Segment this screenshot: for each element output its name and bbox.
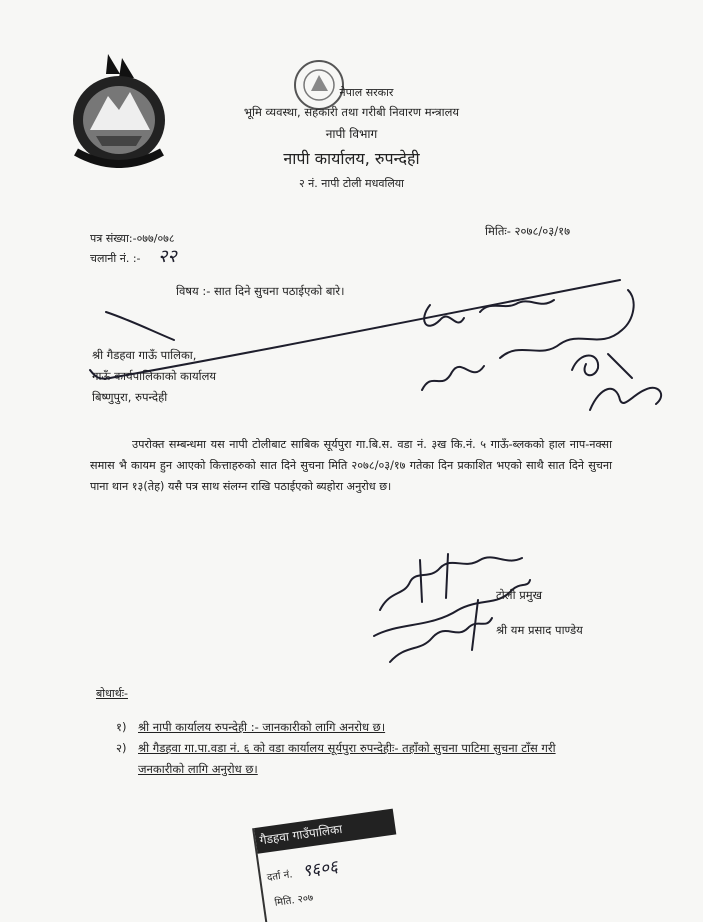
- signature-scribble: [360, 540, 560, 680]
- dispatch-label: चलानी नं. :-: [90, 252, 141, 265]
- cc-item-number: १): [116, 720, 127, 734]
- handwritten-annotation: [60, 260, 703, 420]
- department-title: नापी विभाग: [325, 127, 378, 141]
- stamp-date-label: मिति. २०७: [273, 892, 314, 909]
- stamp-office: गैडहवा गाउँपालिका: [254, 809, 396, 855]
- cc-heading: बोधार्थः-: [96, 687, 128, 700]
- stamp-darta-number: ९६०६: [301, 856, 340, 882]
- cc-item-number: २): [116, 741, 127, 755]
- signatory-name: श्री यम प्रसाद पाण्डेय: [496, 623, 583, 637]
- cc-item-text: श्री नापी कार्यालय रुपन्देही :- जानकारीको लागि अनरोध छ।: [138, 720, 386, 734]
- cc-item-text-continued: जनकारीको लागि अनुरोध छ।: [138, 762, 258, 776]
- recipient-line-3: बिष्णुपुरा, रुपन्देही: [92, 390, 168, 404]
- team-title: २ नं. नापी टोली मधवलिया: [298, 177, 405, 190]
- recipient-line-2: गाऊँ कार्यपालिकाको कार्यालय: [92, 369, 217, 383]
- ministry-title: भूमि व्यवस्था, सहकारी तथा गरीबी निवारण मन्त्रालय: [243, 105, 460, 119]
- subject-line: विषय :- सात दिने सुचना पठाईएको बारे।: [176, 284, 345, 298]
- recipient-line-1: श्री गैडहवा गाऊँ पालिका,: [92, 348, 197, 362]
- reference-number: पत्र संख्या:-०७७/०७८: [90, 232, 175, 245]
- body-paragraph: उपरोक्त सम्बन्धमा यस नापी टोलीबाट साबिक सूर्यपुरा गा.बि.स. वडा नं. ३ख कि.नं. ५ गाऊँ-ब्लकको हाल नाप-नक्सा समास भै कायम हुन आएको कित्ताहरुको सात दिने सुचना मिति २०७८/०३/१७ गतेका दिन प्रकाशित भएको साथै सात दिने सुचना पाना थान १३(तेह) यसै पत्र साथ संलग्न राखि पठाईएको ब्यहोरा अनुरोध छ।: [90, 438, 612, 493]
- cc-item-text: श्री गैडहवा गा.पा.वडा नं. ६ को वडा कार्यालय सूर्यपुरा रुपन्देहीः- तहाँको सुचना पाटिमा सुचना टाँस गरी: [138, 741, 556, 755]
- letter-date: मितिः- २०७८/०३/१७: [485, 224, 571, 238]
- seal-icon: [292, 58, 346, 112]
- government-title: नेपाल सरकार: [339, 86, 394, 99]
- stamp-darta-label: दर्ता नं.: [266, 869, 294, 884]
- office-title: नापी कार्यालय, रुपन्देही: [283, 149, 420, 168]
- dispatch-number: २२: [158, 246, 177, 267]
- registration-stamp: [252, 809, 406, 922]
- signatory-title: टोली प्रमुख: [496, 588, 543, 602]
